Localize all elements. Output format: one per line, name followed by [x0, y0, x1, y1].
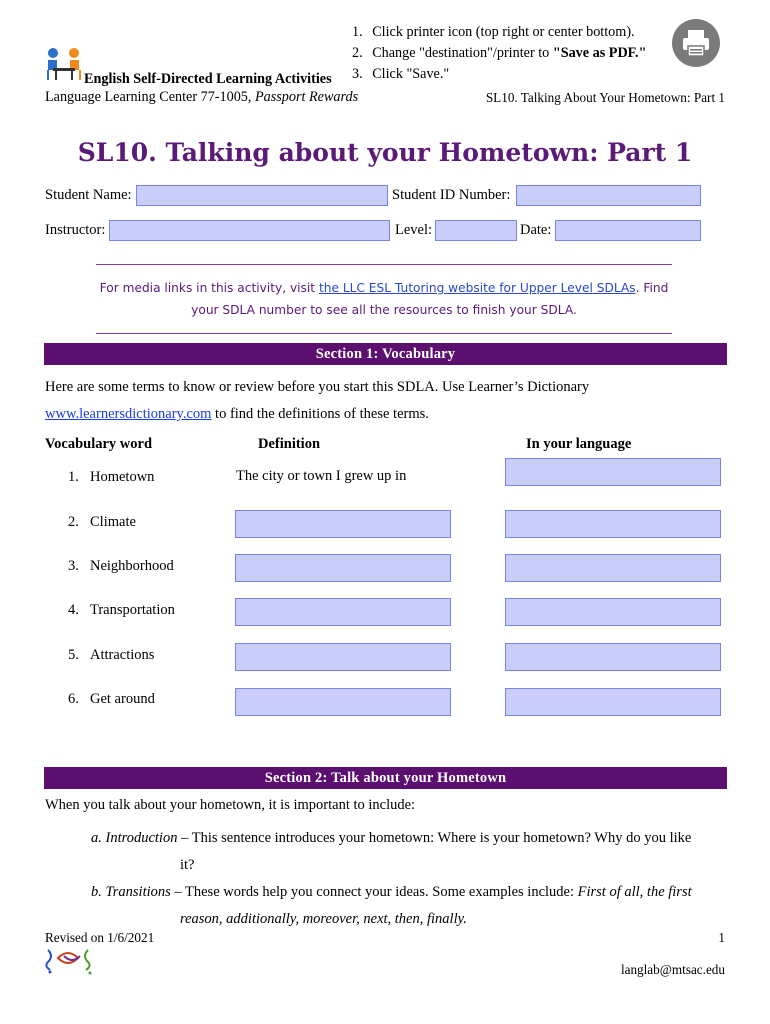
section-1-intro-line2	[45, 401, 589, 428]
item-b-line1	[91, 879, 731, 906]
definition-field[interactable]	[235, 643, 451, 671]
instructor-input[interactable]	[110, 222, 389, 241]
llc-swirl-logo	[44, 946, 96, 976]
section-1-intro	[45, 374, 589, 428]
language-input[interactable]	[506, 555, 720, 581]
definition-input[interactable]	[236, 689, 450, 715]
language-input[interactable]	[506, 459, 720, 485]
printer-icon[interactable]	[672, 19, 720, 67]
running-title: SL10. Talking About Your Hometown: Part 1	[485, 90, 725, 105]
student-id-input[interactable]	[517, 187, 700, 206]
instruction-text: Change "destination"/printer to	[372, 45, 553, 61]
item-b-examples-cont: reason, additionally, moreover, next, then, finally.	[180, 911, 467, 927]
level-field[interactable]	[435, 220, 517, 241]
save-instructions	[352, 22, 646, 85]
language-field[interactable]	[505, 598, 721, 626]
vocab-number: 1.	[68, 469, 79, 485]
definition-input[interactable]	[236, 644, 450, 670]
student-id-field[interactable]	[516, 185, 701, 206]
media-note-text: . Find	[635, 281, 669, 295]
media-note-text: For media links in this activity, visit	[99, 281, 319, 295]
org-title: English Self-Directed Learning Activities	[84, 71, 332, 87]
instruction-bold-text: "Save as PDF."	[552, 45, 647, 61]
vocab-word: Climate	[90, 514, 136, 530]
item-b-text: – These words help you connect your ideas. Some examples include:	[170, 884, 578, 900]
date-label: Date:	[520, 222, 552, 238]
language-field[interactable]	[505, 688, 721, 716]
section-1-intro-text: to find the definitions of these terms.	[211, 406, 429, 422]
vocab-word: Get around	[90, 691, 155, 707]
instruction-item	[352, 64, 646, 85]
learners-dictionary-link[interactable]: www.learnersdictionary.com	[45, 406, 212, 422]
language-field[interactable]	[505, 643, 721, 671]
people-at-table-logo	[45, 46, 83, 82]
media-note-line1	[96, 277, 672, 299]
language-field[interactable]	[505, 510, 721, 538]
item-a-label: a. Introduction	[91, 830, 178, 846]
definition-input[interactable]	[236, 555, 450, 581]
definition-field[interactable]	[235, 554, 451, 582]
student-name-input[interactable]	[137, 187, 387, 206]
level-label: Level:	[395, 222, 433, 238]
instruction-item	[352, 22, 646, 43]
instruction-item	[352, 43, 646, 64]
definition-input[interactable]	[236, 511, 450, 537]
vocab-word: Hometown	[90, 469, 155, 485]
definition-field[interactable]	[235, 510, 451, 538]
item-a-text: – This sentence introduces your hometown: Where is your hometown? Why do you like	[177, 830, 692, 846]
section-2-intro: When you talk about your hometown, it is important to include:	[45, 797, 416, 813]
section-2-item-b	[91, 879, 731, 933]
level-input[interactable]	[436, 222, 516, 241]
contact-email: langlab@mtsac.edu	[620, 962, 725, 977]
item-b-line2	[91, 906, 731, 933]
col-header-word: Vocabulary word	[45, 436, 153, 452]
instruction-number: 2.	[352, 45, 363, 61]
page-title: SL10. Talking about your Hometown: Part 1	[77, 138, 693, 167]
definition-field[interactable]	[235, 688, 451, 716]
section-1-intro-line1: Here are some terms to know or review before you start this SDLA. Use Learner’s Dictionary	[45, 379, 590, 395]
instruction-number: 3.	[352, 66, 363, 82]
language-input[interactable]	[506, 644, 720, 670]
vocab-number: 4.	[68, 602, 79, 618]
section-2-heading: Section 2: Talk about your Hometown	[44, 767, 727, 789]
page-number: 1	[718, 930, 725, 945]
media-note	[96, 277, 672, 321]
instructor-label: Instructor:	[45, 222, 106, 238]
org-line-text: Language Learning Center 77-1005,	[45, 89, 255, 105]
vocab-number: 2.	[68, 514, 79, 530]
language-field[interactable]	[505, 554, 721, 582]
language-input[interactable]	[506, 689, 720, 715]
language-input[interactable]	[506, 599, 720, 625]
student-name-field[interactable]	[136, 185, 388, 206]
col-header-language: In your language	[526, 436, 632, 452]
date-field[interactable]	[555, 220, 701, 241]
passport-rewards-text: Passport Rewards	[254, 89, 359, 105]
instruction-text: Click "Save."	[372, 66, 450, 82]
col-header-definition: Definition	[258, 436, 321, 452]
language-input[interactable]	[506, 511, 720, 537]
section-2-item-a	[91, 825, 731, 879]
vocab-word: Transportation	[90, 602, 175, 618]
section-1-heading: Section 1: Vocabulary	[44, 343, 727, 365]
item-a-line2: it?	[180, 857, 195, 873]
student-name-label: Student Name:	[45, 187, 132, 203]
divider-bottom	[96, 333, 672, 334]
vocab-number: 5.	[68, 647, 79, 663]
org-line	[45, 89, 358, 106]
divider-top	[96, 264, 672, 265]
vocab-number: 6.	[68, 691, 79, 707]
item-b-label: b. Transitions	[91, 884, 171, 900]
item-a-line1	[91, 825, 731, 852]
definition-field[interactable]	[235, 598, 451, 626]
item-b-examples: First of all, the first	[577, 884, 692, 900]
student-id-label: Student ID Number:	[392, 187, 511, 203]
definition-input[interactable]	[236, 599, 450, 625]
instructor-field[interactable]	[109, 220, 390, 241]
vocab-number: 3.	[68, 558, 79, 574]
revised-date: Revised on 1/6/2021	[45, 930, 155, 945]
llc-tutoring-link[interactable]: the LLC ESL Tutoring website for Upper Level SDLAs	[318, 281, 636, 295]
vocab-definition-text: The city or town I grew up in	[236, 468, 407, 484]
instruction-text: Click printer icon (top right or center bottom).	[372, 24, 635, 40]
vocab-word: Neighborhood	[90, 558, 174, 574]
instruction-number: 1.	[352, 24, 363, 40]
vocab-word: Attractions	[90, 647, 155, 663]
language-field[interactable]	[505, 458, 721, 486]
date-input[interactable]	[556, 222, 700, 241]
media-note-line2: your SDLA number to see all the resources to finish your SDLA.	[191, 303, 577, 317]
